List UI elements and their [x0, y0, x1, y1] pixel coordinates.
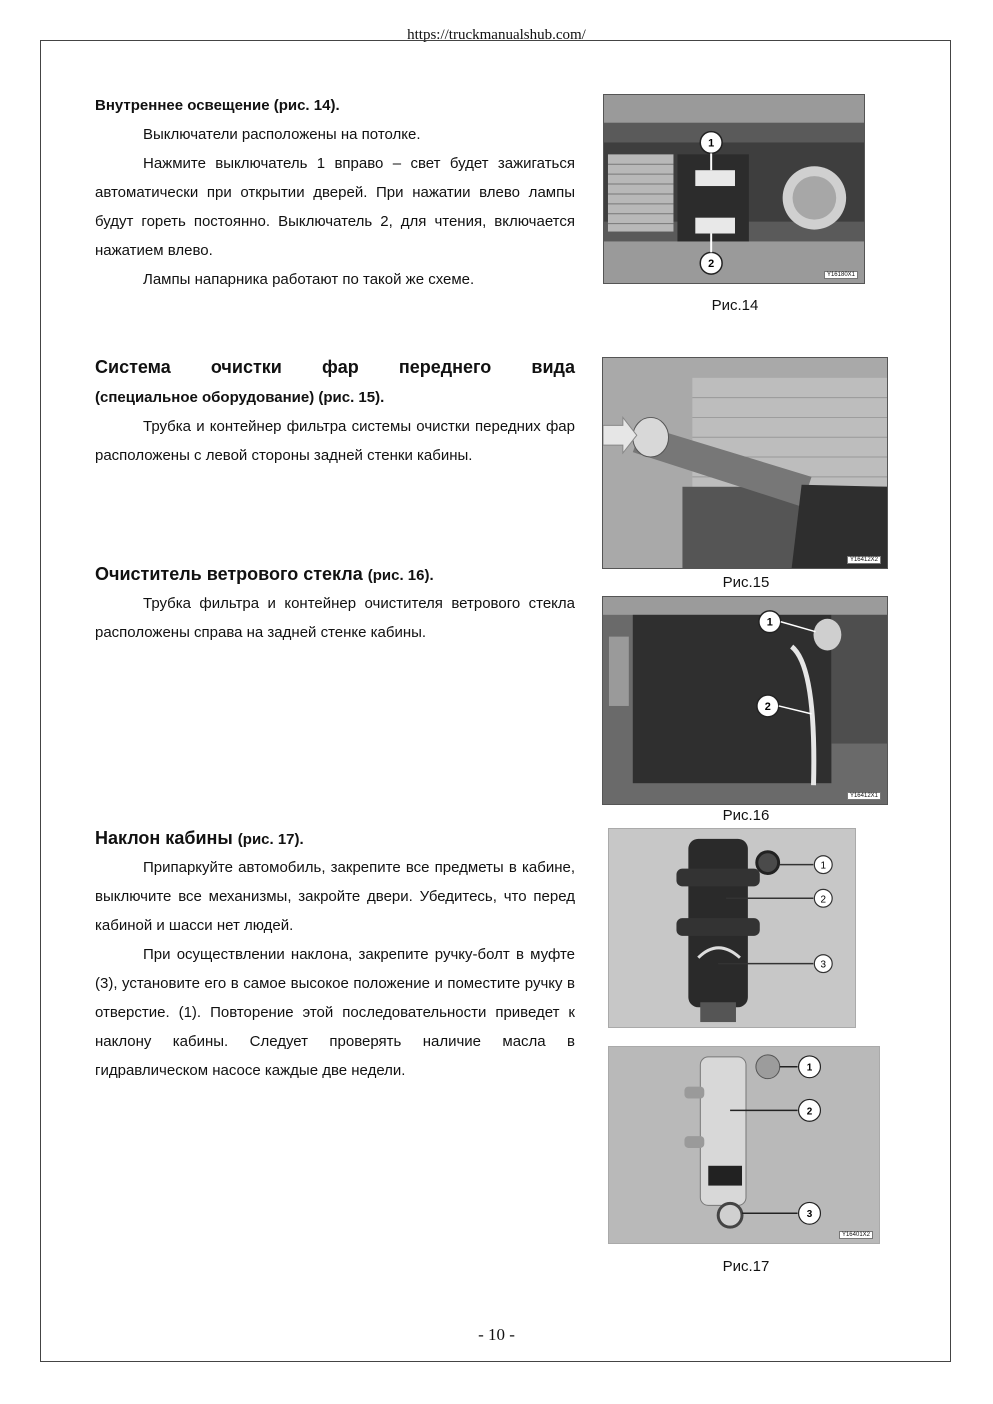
- heading-word: Система: [95, 357, 171, 377]
- figure-15-caption: Рис.15: [722, 574, 770, 591]
- heading-cab-tilt: [95, 825, 575, 853]
- callout: 1: [820, 860, 827, 872]
- figure-16-caption: Рис.16: [722, 807, 770, 824]
- callout: 3: [820, 959, 827, 971]
- figure-17b-photo: [608, 1046, 880, 1244]
- callout: 3: [806, 1209, 813, 1221]
- callout: 2: [764, 700, 771, 713]
- callout: 1: [766, 616, 773, 629]
- heading-interior-lighting: Внутреннее освещение (рис. 14).: [95, 97, 340, 114]
- section-interior-lighting: [95, 91, 575, 294]
- figure-14-photo: [603, 94, 865, 284]
- callout: 1: [806, 1062, 813, 1074]
- figure-17a-photo: [608, 828, 856, 1028]
- paragraph: Трубка и контейнер фильтра системы очистки передних фар расположены с левой стороны задней стенки кабины.: [95, 418, 575, 464]
- heading-figure-ref: (рис. 17).: [237, 831, 304, 848]
- figure-16-photo: [602, 596, 888, 805]
- figure-code: Y16401X2: [839, 1231, 873, 1239]
- heading-word: очистки: [210, 357, 282, 377]
- paragraph: Выключатели расположены на потолке.: [143, 126, 421, 143]
- page-number: - 10 -: [478, 1325, 515, 1344]
- callout: 1: [708, 137, 715, 150]
- heading-windscreen-washer: [95, 561, 575, 589]
- header-url[interactable]: https://truckmanualshub.com/: [407, 27, 586, 43]
- heading-text: Наклон кабины: [95, 828, 233, 848]
- section-headlight-wash: [95, 354, 575, 470]
- paragraph: Трубка фильтра и контейнер очистителя ветрового стекла расположены справа на задней стенке кабины.: [95, 595, 575, 641]
- heading-figure-ref: (рис. 16).: [367, 567, 434, 584]
- paragraph: Лампы напарника работают по такой же схеме.: [143, 271, 475, 288]
- section-windscreen-washer: [95, 561, 575, 647]
- figure-code: Y16412X1: [847, 792, 881, 800]
- figure-15-photo: [602, 357, 888, 569]
- subheading-headlight-wash: (специальное оборудование) (рис. 15).: [95, 389, 385, 406]
- figure-code: Y16412X2: [847, 556, 881, 564]
- paragraph: Припаркуйте автомобиль, закрепите все предметы в кабине, выключите все механизмы, закройте двери. Убедитесь, что перед кабиной и шасси нет людей.: [95, 859, 575, 934]
- heading-word: переднего: [398, 357, 492, 377]
- callout: 2: [806, 1106, 813, 1118]
- heading-word: вида: [531, 357, 575, 377]
- figure-14-caption: Рис.14: [711, 297, 759, 314]
- heading-word: фар: [321, 357, 359, 377]
- figure-17-caption: Рис.17: [722, 1258, 770, 1275]
- heading-text: Очиститель ветрового стекла: [95, 564, 363, 584]
- heading-headlight-wash: [95, 354, 575, 381]
- callout: 2: [708, 258, 715, 271]
- paragraph: При осуществлении наклона, закрепите ручку-болт в муфте (3), установите его в самое высокое положение и поместите ручку в отверстие. (1). Повторение этой последовательности приведет к наклону кабины. Следует проверять наличие масла в гидравлическом насосе каждые две недели.: [95, 946, 575, 1079]
- paragraph: Нажмите выключатель 1 вправо – свет будет зажигаться автоматически при открытии дверей. При нажатии влево лампы будут гореть постоянно. Выключатель 2, для чтения, включается нажатием влево.: [95, 155, 575, 259]
- callout: 2: [820, 894, 827, 906]
- section-cab-tilt: [95, 825, 575, 1085]
- figure-code: Y16180X1: [824, 271, 858, 279]
